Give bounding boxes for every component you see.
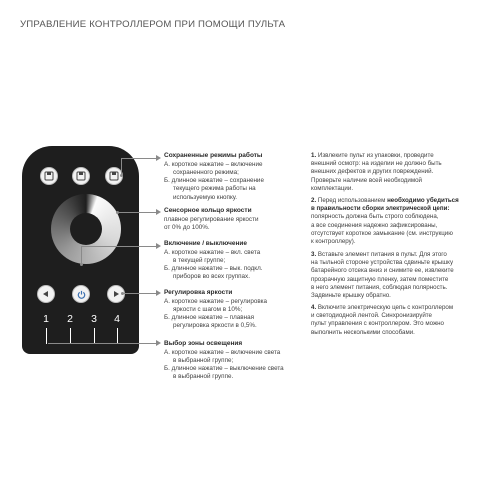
- section-line: яркости с шагом в 10%;: [173, 305, 243, 313]
- section-line: Б. длинное нажатие – выключение света: [164, 365, 284, 373]
- step-line: Проверьте наличие всей необходимой: [311, 176, 422, 184]
- section-line: текущего режима работы на: [173, 185, 256, 193]
- section-line: в текущей группе;: [173, 256, 226, 264]
- step-line: внешних дефектов и других повреждений.: [311, 168, 434, 176]
- callout-line: [81, 246, 82, 264]
- callout-line: [123, 293, 156, 294]
- step-line: батарейного отсека вниз и снимите ее, извлеките: [311, 267, 454, 275]
- section-line: А. короткое нажатие – вкл. света: [164, 248, 261, 256]
- section-line: Б. длинное нажатие – плавная: [164, 314, 254, 322]
- step-number: 2.: [311, 197, 317, 204]
- step-line: на тыльной стороне устройства сдвиньте крышку: [311, 259, 454, 267]
- zone-1-label[interactable]: 1: [43, 313, 49, 325]
- section-heading: Сенсорное кольцо яркости: [164, 207, 252, 214]
- step-line: комплектации.: [311, 184, 354, 192]
- step-line: Вставьте элемент питания в пульт. Для этого: [316, 251, 447, 258]
- zone-4-label[interactable]: 4: [114, 313, 120, 325]
- section-line: А. короткое нажатие – включение: [164, 160, 263, 168]
- arrow-icon: [156, 209, 161, 215]
- section-line: А. короткое нажатие – включение света: [164, 348, 281, 356]
- arrow-icon: [156, 155, 161, 161]
- page-title: УПРАВЛЕНИЕ КОНТРОЛЛЕРОМ ПРИ ПОМОЩИ ПУЛЬТА: [20, 19, 286, 30]
- brightness-down-button[interactable]: [37, 285, 55, 303]
- step-number: 3.: [311, 251, 317, 258]
- step-number: 1.: [311, 152, 317, 159]
- section-line: приборов во всех группах.: [173, 273, 250, 281]
- section-heading: Включение / выключение: [164, 240, 248, 247]
- step-line: внешний осмотр: на изделии не должно быть: [311, 160, 442, 168]
- zone-select-section: [164, 340, 304, 382]
- section-line: от 0% до 100%.: [164, 223, 210, 231]
- saved-mode-button-2[interactable]: [72, 167, 90, 185]
- touch-ring-section: [164, 207, 304, 232]
- step-line: пульт управления с контроллером. Это можно: [311, 320, 444, 328]
- saved-mode-button-1[interactable]: [40, 167, 58, 185]
- triangle-left-icon: [42, 290, 50, 298]
- floppy-icon: [76, 171, 86, 181]
- section-line: в выбранной группе.: [173, 373, 234, 381]
- instruction-step-2: [311, 197, 487, 246]
- step-line: полярность должна быть строго соблюдена,: [311, 213, 439, 221]
- zone-4-line: [117, 328, 118, 344]
- saved-modes-section: [164, 152, 304, 202]
- section-line: в выбранной группе;: [173, 356, 234, 364]
- instruction-step-1: [311, 152, 487, 193]
- zone-2-line: [70, 328, 71, 344]
- section-heading: Выбор зоны освещения: [164, 340, 243, 347]
- brightness-section: [164, 289, 304, 331]
- section-heading: Сохраненные режимы работы: [164, 152, 263, 159]
- power-icon: [77, 290, 86, 299]
- arrow-icon: [156, 243, 161, 249]
- step-emphasis: необходимо убедиться: [387, 197, 459, 204]
- instruction-step-3: [311, 251, 487, 300]
- step-line: выполнить несколькими способами.: [311, 328, 415, 336]
- section-line: А. короткое нажатие – регулировка: [164, 297, 268, 305]
- arrow-icon: [156, 290, 161, 296]
- step-emphasis: в правильности сборки электрической цепи:: [311, 205, 450, 213]
- step-line: в него элемент питания, соблюдая полярность.: [311, 283, 448, 291]
- section-line: используемую кнопку.: [173, 193, 238, 201]
- section-line: Б. длинное нажатие – вык. подкл.: [164, 265, 263, 273]
- floppy-icon: [109, 171, 119, 181]
- step-line: и светодиодной лентой. Синхронизируйте: [311, 312, 432, 320]
- instruction-step-4: [311, 304, 487, 337]
- zone-3-line: [94, 328, 95, 344]
- zone-1-line: [46, 328, 47, 344]
- callout-line: [121, 158, 156, 159]
- zone-2-label[interactable]: 2: [67, 313, 73, 325]
- triangle-right-icon: [112, 290, 120, 298]
- power-section: [164, 240, 304, 282]
- step-line: к контроллеру).: [311, 238, 356, 246]
- section-line: Б. длинное нажатие – сохранение: [164, 177, 264, 185]
- ring-center: [70, 213, 102, 245]
- step-line: прозрачную защитную пленку, затем поместите: [311, 275, 449, 283]
- zone-3-label[interactable]: 3: [91, 313, 97, 325]
- callout-line: [48, 343, 156, 344]
- step-line: а все соединения надежно зафиксированы,: [311, 221, 438, 229]
- step-line: Задвиньте крышку обратно.: [311, 292, 391, 300]
- section-line: регулировка яркости в 0,5%.: [173, 322, 257, 330]
- section-line: плавное регулирование яркости: [164, 215, 259, 223]
- section-line: сохраненного режима;: [173, 168, 239, 176]
- step-line: Извлеките пульт из упаковки, проведите: [316, 152, 434, 159]
- section-heading: Регулировка яркости: [164, 289, 233, 296]
- step-number: 4.: [311, 304, 317, 311]
- power-button[interactable]: [72, 285, 90, 303]
- step-line: Включите электрическую цепь с контроллером: [316, 304, 454, 311]
- arrow-icon: [156, 340, 161, 346]
- callout-line: [118, 212, 156, 213]
- step-line: отсутствует короткое замыкание (см. инструкцию: [311, 229, 453, 237]
- step-line: Перед использованием: [316, 197, 388, 204]
- callout-line: [81, 246, 156, 247]
- callout-line: [121, 158, 122, 175]
- floppy-icon: [44, 171, 54, 181]
